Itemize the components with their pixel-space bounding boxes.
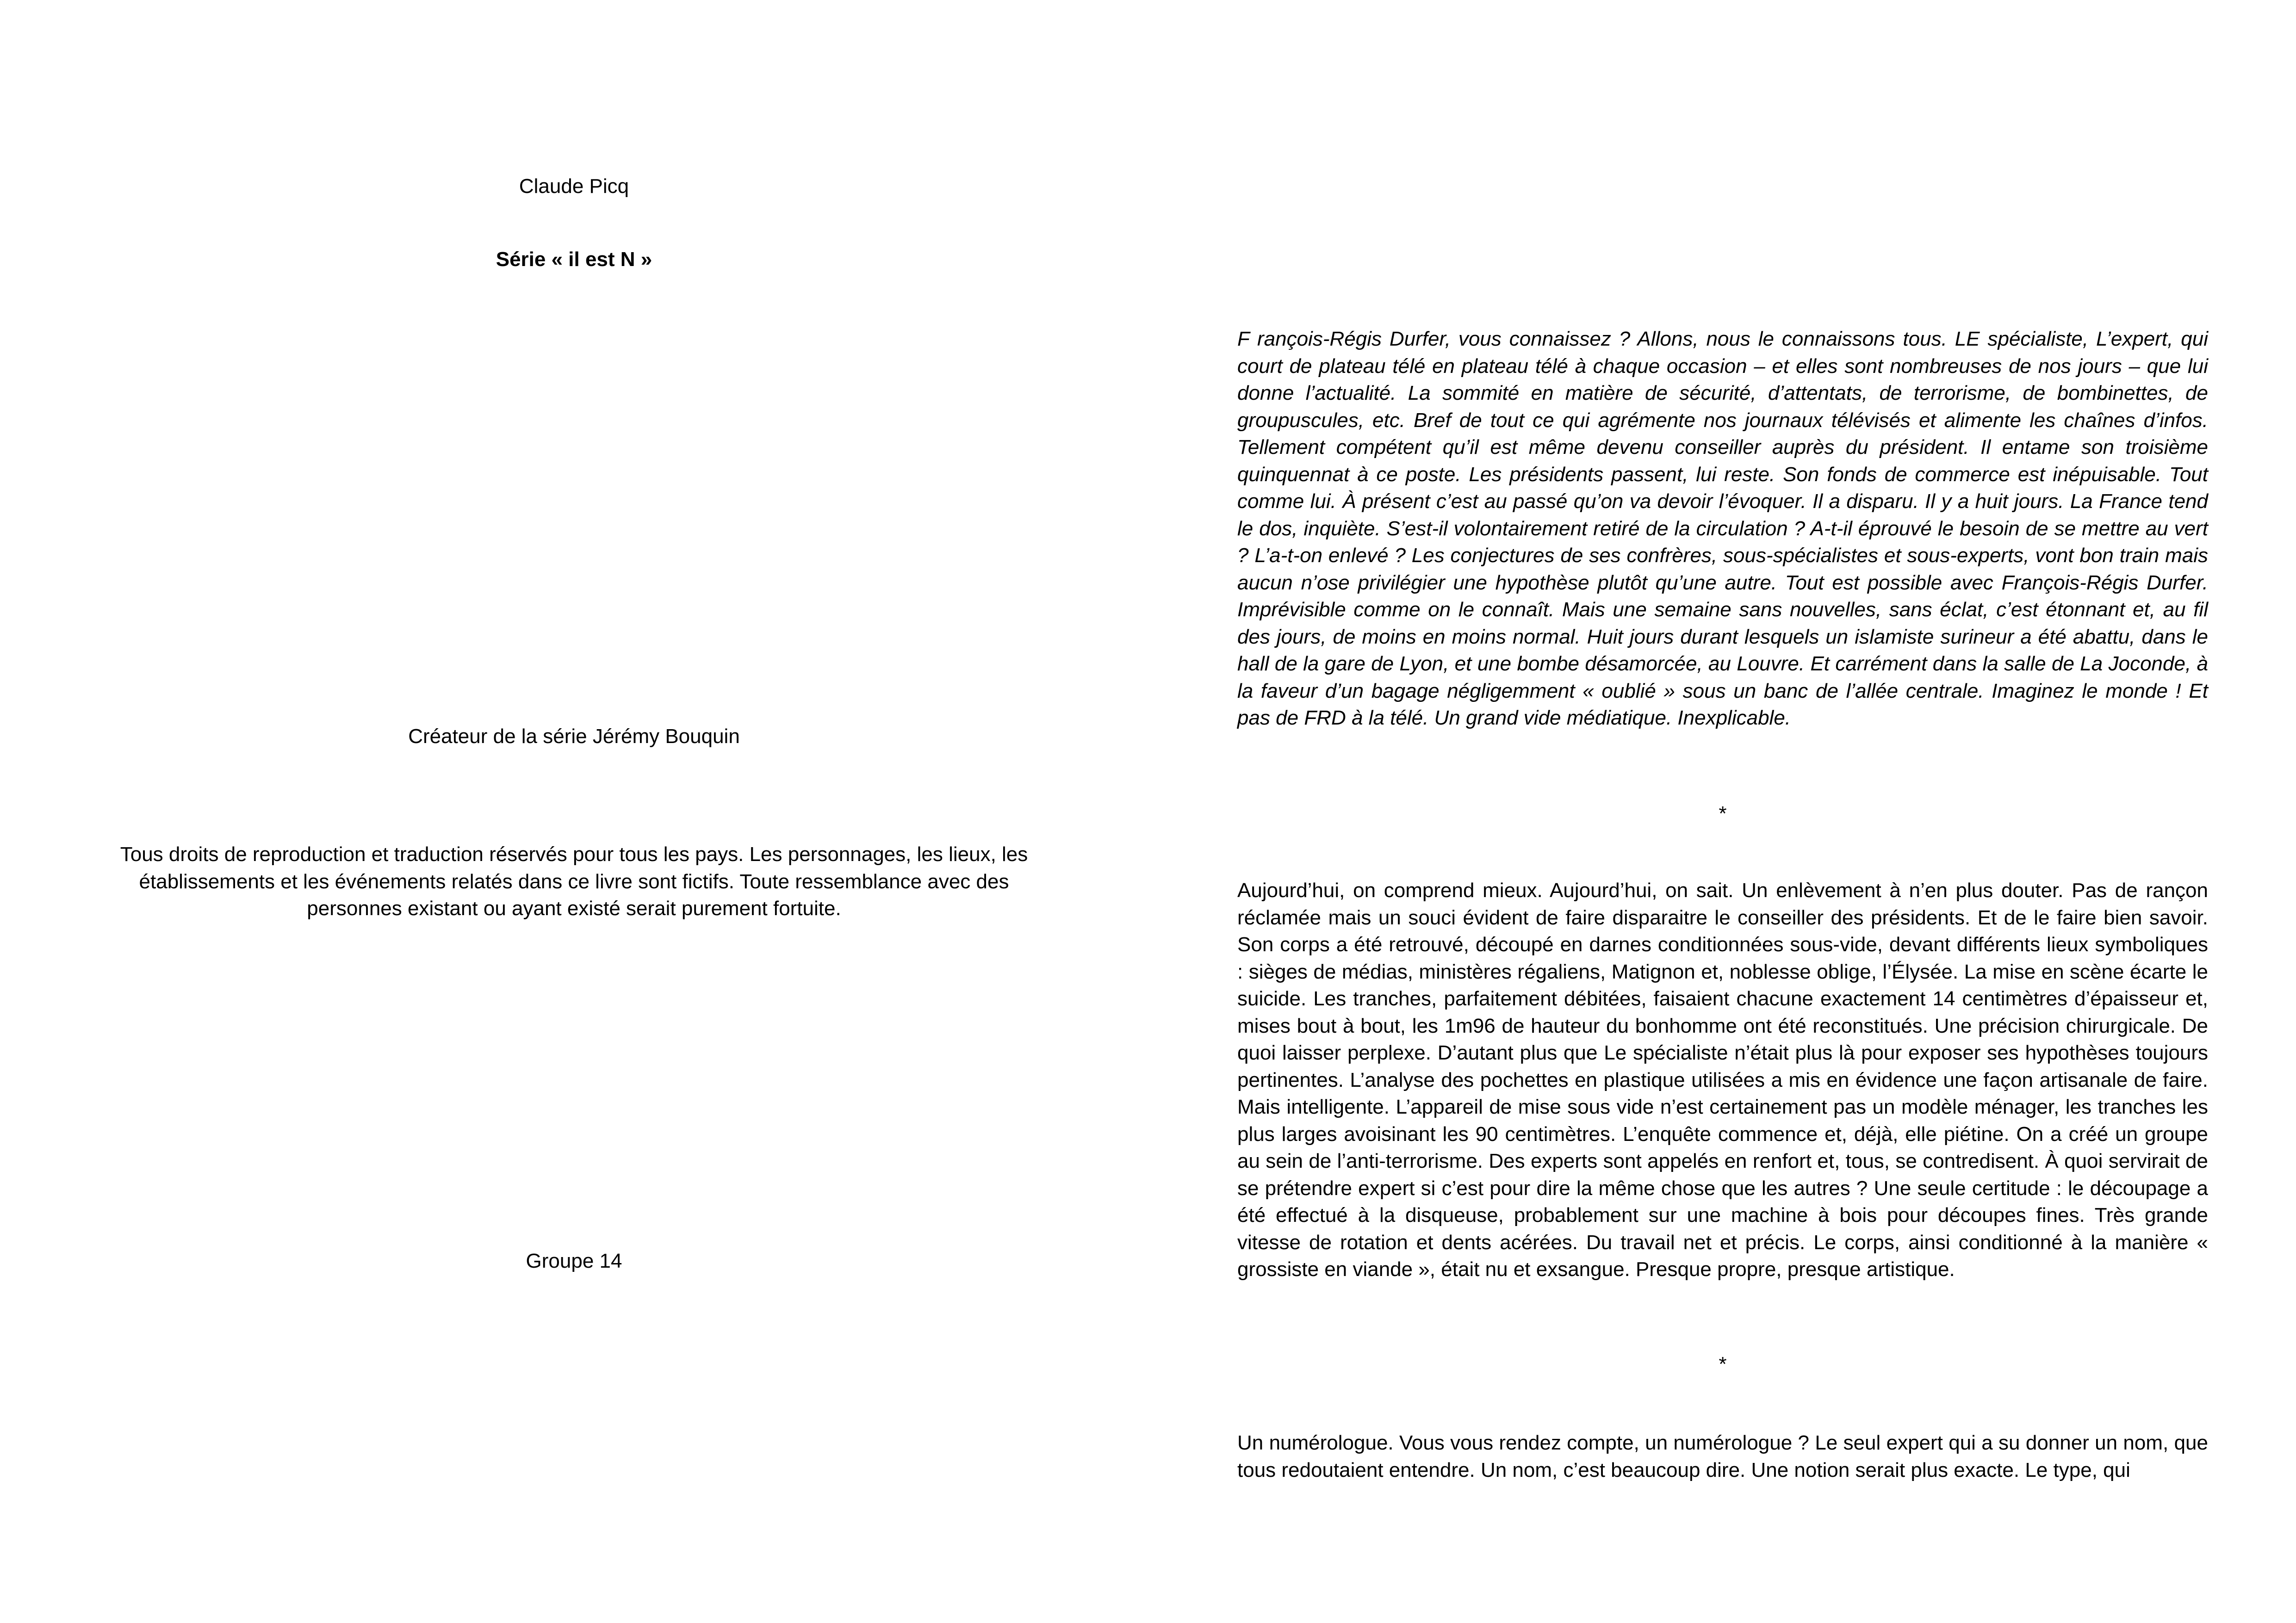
last-paragraph: Un numérologue. Vous vous rendez compte, un numérologue ? Le seul expert qui a su donner un nom, que tous redoutaient entendre. Un nom, c’est beaucoup dire. Une notion serait plus exacte. Le type, qui [1237,1431,2208,1481]
main-paragraph: Aujourd’hui, on comprend mieux. Aujourd’hui, on sait. Un enlèvement à n’en plus douter. Pas de rançon réclamée mais un souci évident de faire disparaitre le conseiller des présidents. Et de le faire bien savoir. Son corps a été retrouvé, découpé en darnes conditionnées sous-vide, devant différents lieux symboliques : sièges de médias, ministères régaliens, Matignon et, noblesse oblige, l’Élysée. La mise en scène écarte le suicide. Les tranches, parfaitement débitées, faisaient chacune exactement 14 centimètres d’épaisseur et, mises bout à bout, les 1m96 de hauteur du bonhomme ont été reconstitués. Une précision chirurgicale. De quoi laisser perplexe. D’autant plus que Le spécialiste n’était plus là pour exposer ses hypothèses toujours pertinentes. L’analyse des pochettes en plastique utilisées a mis en évidence une façon artisanale de faire. Mais intelligente. L’appareil de mise sous vide n’est certainement pas un modèle ménager, les tranches les plus larges avoisinant les 90 centimètres. L’enquête commence et, déjà, elle piétine. On a créé un groupe au sein de l’anti-terrorisme. Des experts sont appelés en renfort et, tous, se contredisent. À quoi servirait de se prétendre expert si c’est pour dire la même chose que les autres ? Une seule certitude : le découpage a été effectué à la disqueuse, probablement sur une machine à bois pour découpes fines. Très grande vitesse de rotation et dents acérées. Du travail net et précis. Le corps, ainsi conditionné à la manière « grossiste en viande », était nu et exsangue. Presque propre, presque artistique. [1237,879,2208,1281]
intro-paragraph: F rançois-Régis Durfer, vous connaissez ? Allons, nous le connaissons tous. LE spécialiste, L’expert, qui court de plateau télé en plateau télé à chaque occasion – et elles sont nombreuses de nos jours – que lui donne l’actualité. La sommité en matière de sécurité, d’attentats, de terrorisme, de bombinettes, de groupuscules, etc. Bref de tout ce qui agrémente nos journaux télévisés et alimente les chaînes d’infos. Tellement compétent qu’il est même devenu conseiller auprès du président. Il entame son troisième quinquennat à ce poste. Les présidents passent, lui reste. Son fonds de commerce est inépuisable. Tout comme lui. À présent c’est au passé qu’on va devoir l’évoquer. Il a disparu. Il y a huit jours. La France tend le dos, inquiète. S’est-il volontairement retiré de la circulation ? A-t-il éprouvé le besoin de se mettre au vert ? L’a-t-on enlevé ? Les conjectures de ses confrères, sous-spécialistes et sous-experts, vont bon train mais aucun n’ose privilégier une hypothèse plutôt qu’une autre. Tout est possible avec François-Régis Durfer. Imprévisible comme on le connaît. Mais une semaine sans nouvelles, sans éclat, c’est étonnant et, au fil des jours, de moins en moins normal. Huit jours durant lesquels un islamiste surineur a été abattu, dans le hall de la gare de Lyon, et une bombe désamorcée, au Louvre. Et carrément dans la salle de La Joconde, à la faveur d’un bagage négligemment « oublié » sous un banc de l’allée centrale. Imaginez le monde ! Et pas de FRD à la télé. Un grand vide médiatique. Inexplicable. [1237,328,2208,729]
right-page [1148,0,2296,1623]
rights-notice: Tous droits de reproduction et traduction réservés pour tous les pays. Les personnages, les lieux, les établissements et les événements relatés dans ce livre sont fictifs. Toute ressemblance avec des personnes existant ou ayant existé serait purement fortuite. [120,843,1028,920]
author-name: Claude Picq [519,175,629,198]
series-title: Série « il est N » [496,248,652,271]
series-creator: Créateur de la série Jérémy Bouquin [408,725,740,748]
section-separator: * [1719,802,1727,825]
group-label: Groupe 14 [526,1250,622,1272]
section-separator: * [1719,1353,1727,1375]
